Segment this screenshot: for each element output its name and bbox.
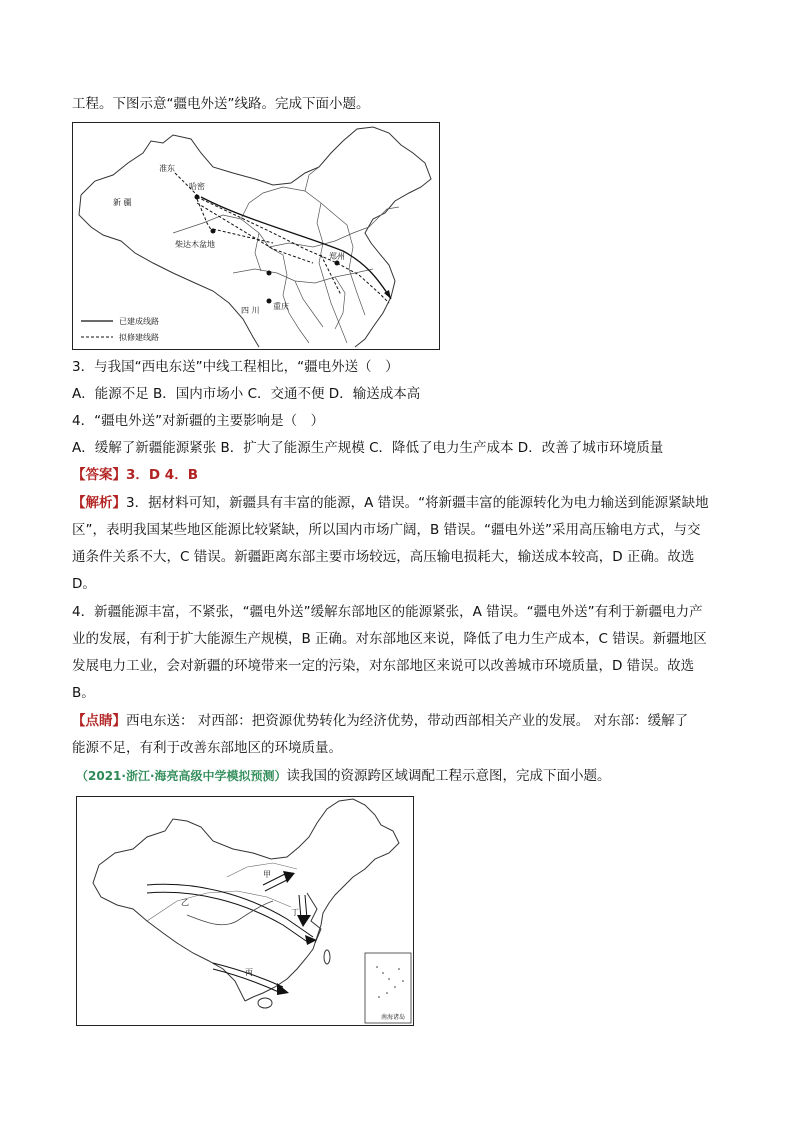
label-zhundong: 准东 bbox=[159, 164, 175, 173]
label-inset: 南海诸岛 bbox=[381, 1014, 406, 1021]
intro-line: 工程。下图示意“疆电外送”线路。完成下面小题。 bbox=[72, 96, 370, 112]
question-3-stem: 3．与我国“西电东送”中线工程相比，“疆电外送（ ） bbox=[72, 359, 399, 375]
label-bing: 丙 bbox=[245, 968, 253, 977]
tip-text-1: 西电东送： 对西部：把资源优势转化为经济优势，带动西部相关产业的发展。 对东部：缓解了 bbox=[126, 713, 689, 729]
label-xinjiang: 新 疆 bbox=[113, 198, 132, 207]
map-resource-transfer bbox=[76, 796, 414, 1026]
analysis-line-5: 4．新疆能源丰富，不紧张，“疆电外送”缓解东部地区的能源紧张，A 错误。“疆电外送”有利于新疆电力产 bbox=[72, 604, 703, 620]
label-jia: 甲 bbox=[263, 870, 271, 879]
analysis-line-6: 业的发展，有利于扩大能源生产规模，B 正确。对东部地区来说，降低了电力生产成本，C 错误。新疆地区 bbox=[72, 631, 707, 647]
question-3-options: A．能源不足 B．国内市场小 C．交通不便 D．输送成本高 bbox=[72, 386, 421, 402]
tip-line-1 bbox=[72, 712, 688, 730]
analysis-line-3: 通条件关系不大，C 错误。新疆距离东部主要市场较远，高压输电损耗大，输送成本较高，D 正确。故选 bbox=[72, 549, 695, 565]
answer-text: 3．D 4．B bbox=[126, 467, 198, 483]
tip-line-2: 能源不足，有利于改善东部地区的环境质量。 bbox=[72, 740, 342, 756]
answer-line bbox=[72, 466, 198, 484]
question-4-options: A．缓解了新疆能源紧张 B．扩大了能源生产规模 C．降低了电力生产成本 D．改善了城市环境质量 bbox=[72, 440, 664, 456]
map-xinjiang-power-lines bbox=[72, 122, 440, 350]
analysis-label: 【解析】 bbox=[72, 495, 126, 511]
label-hami: 哈密 bbox=[189, 182, 205, 191]
legend-planned-label: 拟修建线路 bbox=[119, 333, 159, 342]
question-source: （2021·浙江·海亮高级中学模拟预测） bbox=[76, 769, 287, 783]
analysis-text-1: 3．据材料可知，新疆具有丰富的能源，A 错误。“将新疆丰富的能源转化为电力输送到能源紧缺地 bbox=[126, 495, 709, 511]
label-ding: 丁 bbox=[291, 908, 299, 917]
analysis-line-2: 区”，表明我国某些地区能源比较紧缺，所以国内市场广阔，B 错误。“疆电外送”采用高压输电方式，与交 bbox=[72, 522, 701, 538]
analysis-line-7: 发展电力工业，会对新疆的环境带来一定的污染，对东部地区来说可以改善城市环境质量，D 错误。故选 bbox=[72, 658, 695, 674]
question-4-stem: 4．“疆电外送”对新疆的主要影响是（ ） bbox=[72, 413, 325, 429]
label-sichuan: 四 川 bbox=[241, 306, 260, 315]
label-chaidamu: 柴达木盆地 bbox=[175, 240, 215, 249]
analysis-line-1 bbox=[72, 494, 709, 512]
label-zhengzhou: 郑州 bbox=[329, 252, 345, 261]
inset-south-china-sea bbox=[365, 953, 411, 1023]
analysis-line-8: B。 bbox=[72, 685, 95, 701]
next-question-text: 读我国的资源跨区域调配工程示意图，完成下面小题。 bbox=[286, 768, 611, 784]
label-chongqing: 重庆 bbox=[273, 302, 289, 311]
next-question-intro bbox=[76, 767, 611, 785]
label-yi: 乙 bbox=[181, 898, 189, 907]
analysis-line-4: D。 bbox=[72, 576, 96, 592]
answer-label: 【答案】 bbox=[72, 467, 126, 483]
tip-label: 【点睛】 bbox=[72, 713, 126, 729]
legend-built-label: 已建成线路 bbox=[119, 317, 159, 326]
